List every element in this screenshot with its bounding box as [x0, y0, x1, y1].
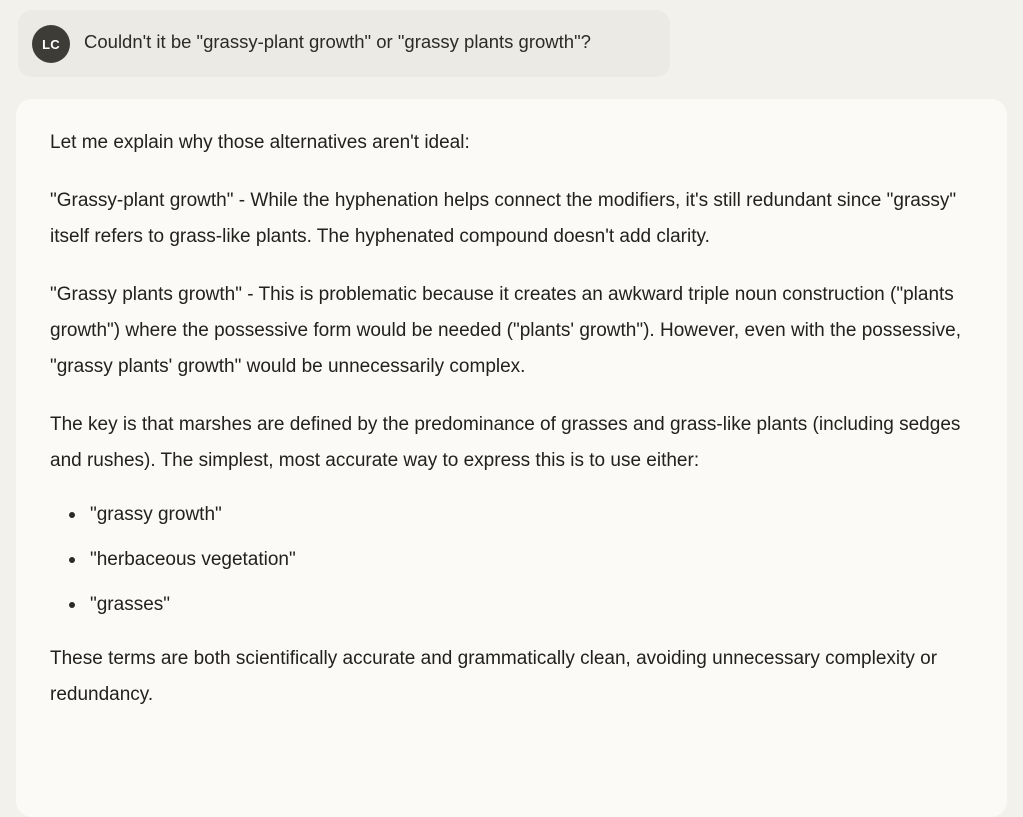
list-item: "grasses" — [88, 591, 973, 619]
assistant-closing-paragraph: These terms are both scientifically accurate and grammatically clean, avoiding unnecessary complexity or redundancy. — [50, 648, 938, 705]
avatar: LC — [32, 25, 70, 63]
list-item: "herbaceous vegetation" — [88, 546, 973, 574]
assistant-paragraph-4: The key is that marshes are defined by the predominance of grasses and grass-like plants (including sedges and rushes). The simplest, most accurate way to express this is to use either: — [50, 414, 961, 471]
list-item: "grassy growth" — [88, 501, 973, 529]
assistant-message — [16, 99, 1007, 817]
assistant-paragraph-2: "Grassy-plant growth" - While the hyphenation helps connect the modifiers, it's still redundant since "grassy" itself refers to grass-like plants. The hyphenated compound doesn't add clarity. — [50, 190, 957, 247]
assistant-list — [50, 501, 973, 619]
user-message-text: Couldn't it be "grassy-plant growth" or "grassy plants growth"? — [84, 31, 591, 52]
assistant-paragraph-1: Let me explain why those alternatives aren't ideal: — [50, 132, 470, 153]
user-message — [18, 10, 670, 77]
assistant-paragraph-3: "Grassy plants growth" - This is problematic because it creates an awkward triple noun construction ("plants growth") where the possessive form would be needed ("plants' growth"). However, even with the possessive, "grassy plants' growth" would be unnecessarily complex. — [50, 284, 961, 377]
